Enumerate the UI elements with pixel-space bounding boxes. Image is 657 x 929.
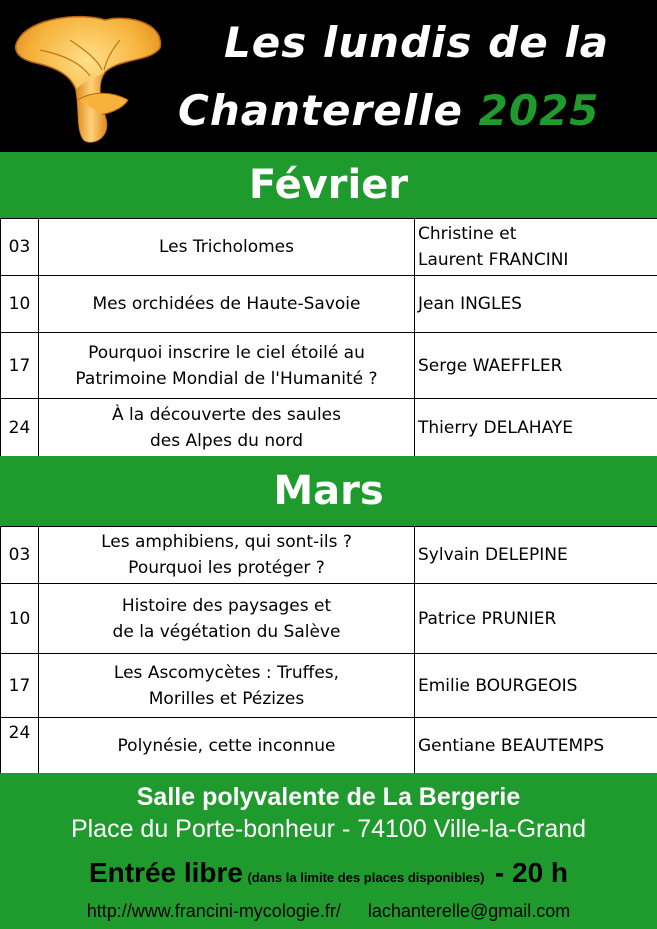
session-topic bbox=[39, 527, 415, 584]
topic-line: des Alpes du nord bbox=[150, 430, 303, 451]
table-row bbox=[1, 584, 657, 654]
table-row bbox=[1, 718, 657, 774]
speaker-line: Patrice PRUNIER bbox=[418, 608, 557, 629]
chanterelle-mushroom-icon bbox=[10, 10, 170, 150]
table-row bbox=[1, 399, 657, 457]
table-row bbox=[1, 527, 657, 584]
session-topic bbox=[39, 219, 415, 276]
venue-name: Salle polyvalente de La Bergerie bbox=[136, 783, 521, 811]
speaker-line: Thierry DELAHAYE bbox=[418, 417, 574, 438]
session-day: 24 bbox=[1, 399, 39, 457]
topic-line: Mes orchidées de Haute-Savoie bbox=[92, 294, 361, 314]
month-header-fevrier: Février bbox=[0, 152, 657, 218]
speaker-line: Gentiane BEAUTEMPS bbox=[418, 735, 605, 756]
session-day: 24 bbox=[1, 718, 39, 774]
contact-links bbox=[0, 901, 657, 922]
session-speaker bbox=[415, 718, 657, 774]
session-topic bbox=[39, 333, 415, 399]
session-speaker bbox=[415, 219, 657, 276]
title-line-2 bbox=[178, 86, 600, 135]
topic-line: À la découverte des saules bbox=[112, 404, 341, 425]
event-time: - 20 h bbox=[494, 857, 569, 888]
session-day: 10 bbox=[1, 276, 39, 333]
topic-line: Pourquoi inscrire le ciel étoilé au bbox=[88, 342, 365, 363]
session-topic bbox=[39, 654, 415, 718]
session-speaker bbox=[415, 584, 657, 654]
venue-address: Place du Porte-bonheur - 74100 Ville-la-Grand bbox=[70, 815, 587, 843]
speaker-line: Jean INGLES bbox=[418, 294, 522, 314]
topic-line: Histoire des paysages et bbox=[121, 595, 332, 616]
session-topic bbox=[39, 276, 415, 333]
topic-line: Pourquoi les protéger ? bbox=[128, 558, 325, 578]
table-row bbox=[1, 333, 657, 399]
table-row bbox=[1, 276, 657, 333]
session-speaker bbox=[415, 527, 657, 584]
speaker-line: Laurent FRANCINI bbox=[418, 250, 569, 270]
schedule-table-fevrier bbox=[0, 218, 657, 457]
session-day: 17 bbox=[1, 333, 39, 399]
entry-label: Entrée libre bbox=[88, 857, 244, 888]
entry-note: (dans la limite des places disponibles) bbox=[247, 870, 485, 885]
speaker-line: Emilie BOURGEOIS bbox=[418, 675, 578, 696]
table-row bbox=[1, 219, 657, 276]
topic-line: de la végétation du Salève bbox=[112, 621, 341, 642]
footer-info bbox=[0, 773, 657, 929]
entry-info bbox=[0, 857, 657, 889]
session-day: 03 bbox=[1, 219, 39, 276]
topic-line: Les Tricholomes bbox=[158, 237, 294, 257]
header-banner bbox=[0, 0, 657, 152]
session-speaker bbox=[415, 276, 657, 333]
schedule-table-mars bbox=[0, 526, 657, 774]
title-line-1: Les lundis de la bbox=[224, 18, 610, 67]
speaker-line: Serge WAEFFLER bbox=[418, 355, 563, 376]
session-speaker bbox=[415, 399, 657, 457]
email-link[interactable]: lachanterelle@gmail.com bbox=[367, 901, 571, 921]
session-speaker bbox=[415, 333, 657, 399]
topic-line: Patrimoine Mondial de l'Humanité ? bbox=[75, 368, 378, 389]
session-day: 03 bbox=[1, 527, 39, 584]
topic-line: Les Ascomycètes : Truffes, bbox=[113, 662, 340, 683]
session-topic bbox=[39, 584, 415, 654]
month-header-mars: Mars bbox=[0, 456, 657, 526]
title-year: 2025 bbox=[478, 86, 600, 135]
website-link[interactable]: http://www.francini-mycologie.fr/ bbox=[86, 901, 341, 921]
table-row bbox=[1, 654, 657, 718]
topic-line: Morilles et Pézizes bbox=[148, 688, 305, 709]
session-day: 17 bbox=[1, 654, 39, 718]
speaker-line: Christine et bbox=[418, 224, 517, 244]
speaker-line: Sylvain DELEPINE bbox=[418, 545, 568, 565]
session-topic bbox=[39, 718, 415, 774]
session-day: 10 bbox=[1, 584, 39, 654]
topic-line: Les amphibiens, qui sont-ils ? bbox=[101, 532, 352, 552]
session-topic bbox=[39, 399, 415, 457]
session-speaker bbox=[415, 654, 657, 718]
title-chanterelle: Chanterelle bbox=[178, 86, 464, 135]
topic-line: Polynésie, cette inconnue bbox=[117, 735, 336, 756]
